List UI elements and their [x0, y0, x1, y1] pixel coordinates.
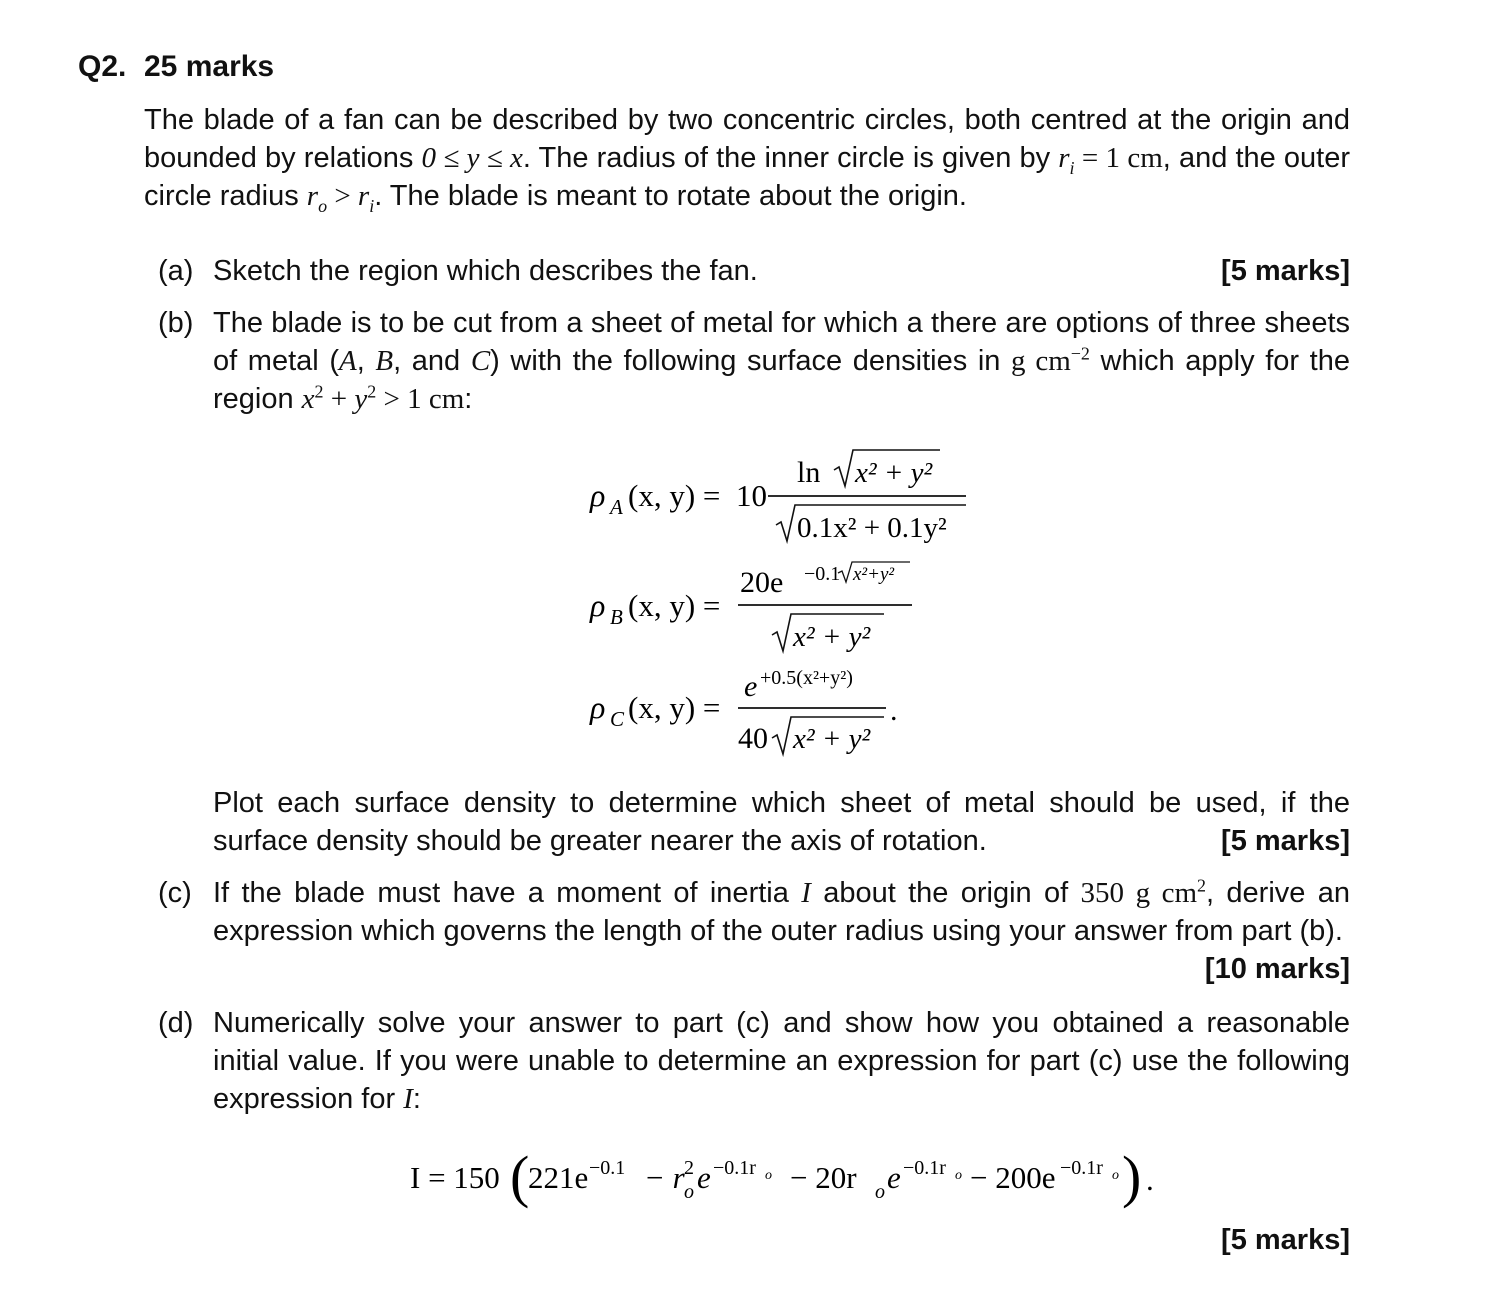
intro-inequality: 0 ≤ y ≤ x — [421, 142, 523, 174]
intro-text-4: . The blade is meant to rotate about the origin. — [374, 180, 967, 212]
part-b-text-3: which apply for the region — [213, 345, 1350, 415]
rho-b-num-exp: −0.1 — [804, 563, 841, 585]
inertia-period: . — [1146, 1162, 1154, 1197]
term-2-exp: −0.1r — [713, 1157, 756, 1179]
region-x: x — [301, 383, 315, 415]
term-2-exp-sub: o — [765, 1168, 772, 1183]
part-b-marks: [5 marks] — [1221, 825, 1350, 857]
region-y-square: 2 — [367, 381, 377, 402]
inertia-value: 350 g cm — [1080, 877, 1198, 909]
rho-a-num-arg: x² + y² — [855, 457, 933, 489]
part-b-sep-1: , — [356, 345, 376, 377]
inertia-equation — [0, 1140, 1486, 1220]
rho-b-symbol: ρ — [590, 587, 606, 623]
part-b-sep-2: , and — [393, 345, 471, 377]
outer-radius-symbol: r — [306, 180, 319, 212]
term-2-sub: o — [684, 1181, 694, 1203]
term-2-sup: 2 — [684, 1157, 694, 1179]
region-x-square: 2 — [314, 381, 324, 402]
part-c-text-2: about the origin of — [810, 877, 1081, 909]
rho-c-period: . — [890, 694, 898, 727]
term-4-exp-sub: o — [1112, 1168, 1119, 1183]
term-3-e: e — [887, 1160, 901, 1195]
rho-c-num-exp: +0.5(x²+y²) — [760, 667, 853, 689]
region-plus: + — [323, 383, 355, 415]
question-heading — [78, 50, 274, 84]
equation-rho-a — [589, 450, 966, 544]
part-c-text-3: , derive an expression which governs the length of the outer radius using your answer from part (b). — [213, 877, 1350, 947]
term-1: 221e — [528, 1160, 589, 1195]
question-number: Q2. — [78, 50, 127, 83]
part-d-marks: [5 marks] — [1221, 1224, 1350, 1256]
rho-b-num: 20e — [740, 566, 784, 599]
density-unit-exponent: −2 — [1070, 343, 1090, 364]
sheet-b: B — [375, 345, 394, 377]
rho-a-ln: ln — [797, 456, 821, 489]
rho-b-exp-arg: x²+y² — [853, 564, 895, 585]
region-y: y — [354, 383, 368, 415]
inner-radius-symbol-2: r — [357, 180, 370, 212]
right-paren: ) — [1122, 1144, 1142, 1209]
part-b-text-2: ) with the following surface densities in — [490, 345, 1012, 377]
part-b — [158, 304, 1350, 418]
part-d-text-1: Numerically solve your answer to part (c) and show how you obtained a reasonable initial value. If you were unable to determine an expression for part (c) use the following expression for — [213, 1007, 1350, 1115]
rho-c-den-arg: x² + y² — [793, 723, 871, 755]
equation-rho-c — [589, 667, 898, 755]
rho-a-subscript: A — [610, 495, 623, 519]
inner-radius-value: = 1 cm — [1074, 142, 1163, 174]
part-c-label: (c) — [158, 877, 192, 909]
rho-c-lhs: (x, y) = — [628, 690, 721, 725]
part-a-text: Sketch the region which describes the fan. — [213, 255, 758, 287]
rho-c-den-coef: 40 — [738, 722, 768, 755]
part-c — [158, 874, 1350, 988]
term-1-exp: −0.1 — [589, 1157, 626, 1179]
rho-a-den-arg: 0.1x² + 0.1y² — [797, 512, 947, 544]
part-b-colon: : — [464, 383, 473, 415]
intro-text-2: . The radius of the inner circle is given by — [522, 142, 1059, 174]
rho-c-subscript: C — [610, 707, 625, 731]
region-bound: > 1 cm — [376, 383, 465, 415]
inner-radius-subscript-2: i — [369, 195, 375, 216]
part-b-label: (b) — [158, 307, 194, 339]
part-c-marks: [10 marks] — [1204, 953, 1350, 985]
intro-text-3: , and the outer circle radius — [144, 142, 1351, 212]
sheet-c: C — [470, 345, 491, 377]
rho-b-den-arg: x² + y² — [793, 621, 871, 653]
left-paren: ( — [510, 1144, 530, 1209]
part-a-marks: [5 marks] — [1221, 255, 1350, 287]
part-b-text-1: The blade is to be cut from a sheet of metal for which a there are options of three sheets of metal ( — [213, 307, 1350, 377]
rho-a-coef: 10 — [736, 478, 767, 513]
rho-b-subscript: B — [610, 605, 623, 629]
term-4-exp: −0.1r — [1060, 1157, 1103, 1179]
inertia-unit-exponent: 2 — [1197, 875, 1207, 896]
part-a-label: (a) — [158, 255, 194, 287]
part-b-followup — [158, 784, 1350, 860]
equation-rho-b — [589, 562, 912, 653]
part-d-label: (d) — [158, 1007, 194, 1039]
intro-text-1: The blade of a fan can be described by two concentric circles, both centred at the origin and bounded by relations — [144, 104, 1350, 174]
term-3-exp: −0.1r — [903, 1157, 946, 1179]
part-c-text-1: If the blade must have a moment of inertia — [213, 877, 802, 909]
inertia-symbol: I — [801, 877, 811, 909]
part-d — [158, 1004, 1350, 1118]
inertia-symbol-d: I — [403, 1083, 413, 1115]
inertia-lhs: I = 150 — [410, 1160, 500, 1195]
rho-b-lhs: (x, y) = — [628, 588, 721, 623]
part-b-followup-text: Plot each surface density to determine which sheet of metal should be used, if the surface density should be greater nearer the axis of rotation. — [213, 787, 1350, 857]
question-marks: 25 marks — [144, 50, 275, 83]
rho-c-num: e — [744, 670, 758, 703]
term-3: − 20r — [790, 1160, 857, 1195]
greater-than: > — [327, 180, 358, 212]
inner-radius-subscript: i — [1069, 157, 1075, 178]
inner-radius-symbol: r — [1058, 142, 1070, 174]
sheet-a: A — [339, 345, 357, 377]
term-4: − 200e — [970, 1160, 1056, 1195]
rho-a-lhs: (x, y) = — [628, 478, 721, 513]
intro-paragraph — [144, 101, 1350, 215]
part-a — [158, 252, 1350, 290]
term-3-sub: o — [875, 1181, 885, 1203]
part-d-colon: : — [412, 1083, 421, 1115]
term-2: − r — [644, 1160, 685, 1195]
rho-c-symbol: ρ — [590, 689, 606, 725]
density-equations — [0, 440, 1486, 770]
term-2-e: e — [697, 1160, 711, 1195]
term-3-exp-sub: o — [955, 1168, 962, 1183]
rho-a-symbol: ρ — [590, 477, 606, 513]
density-unit: g cm — [1011, 345, 1071, 377]
outer-radius-subscript: o — [318, 195, 328, 216]
